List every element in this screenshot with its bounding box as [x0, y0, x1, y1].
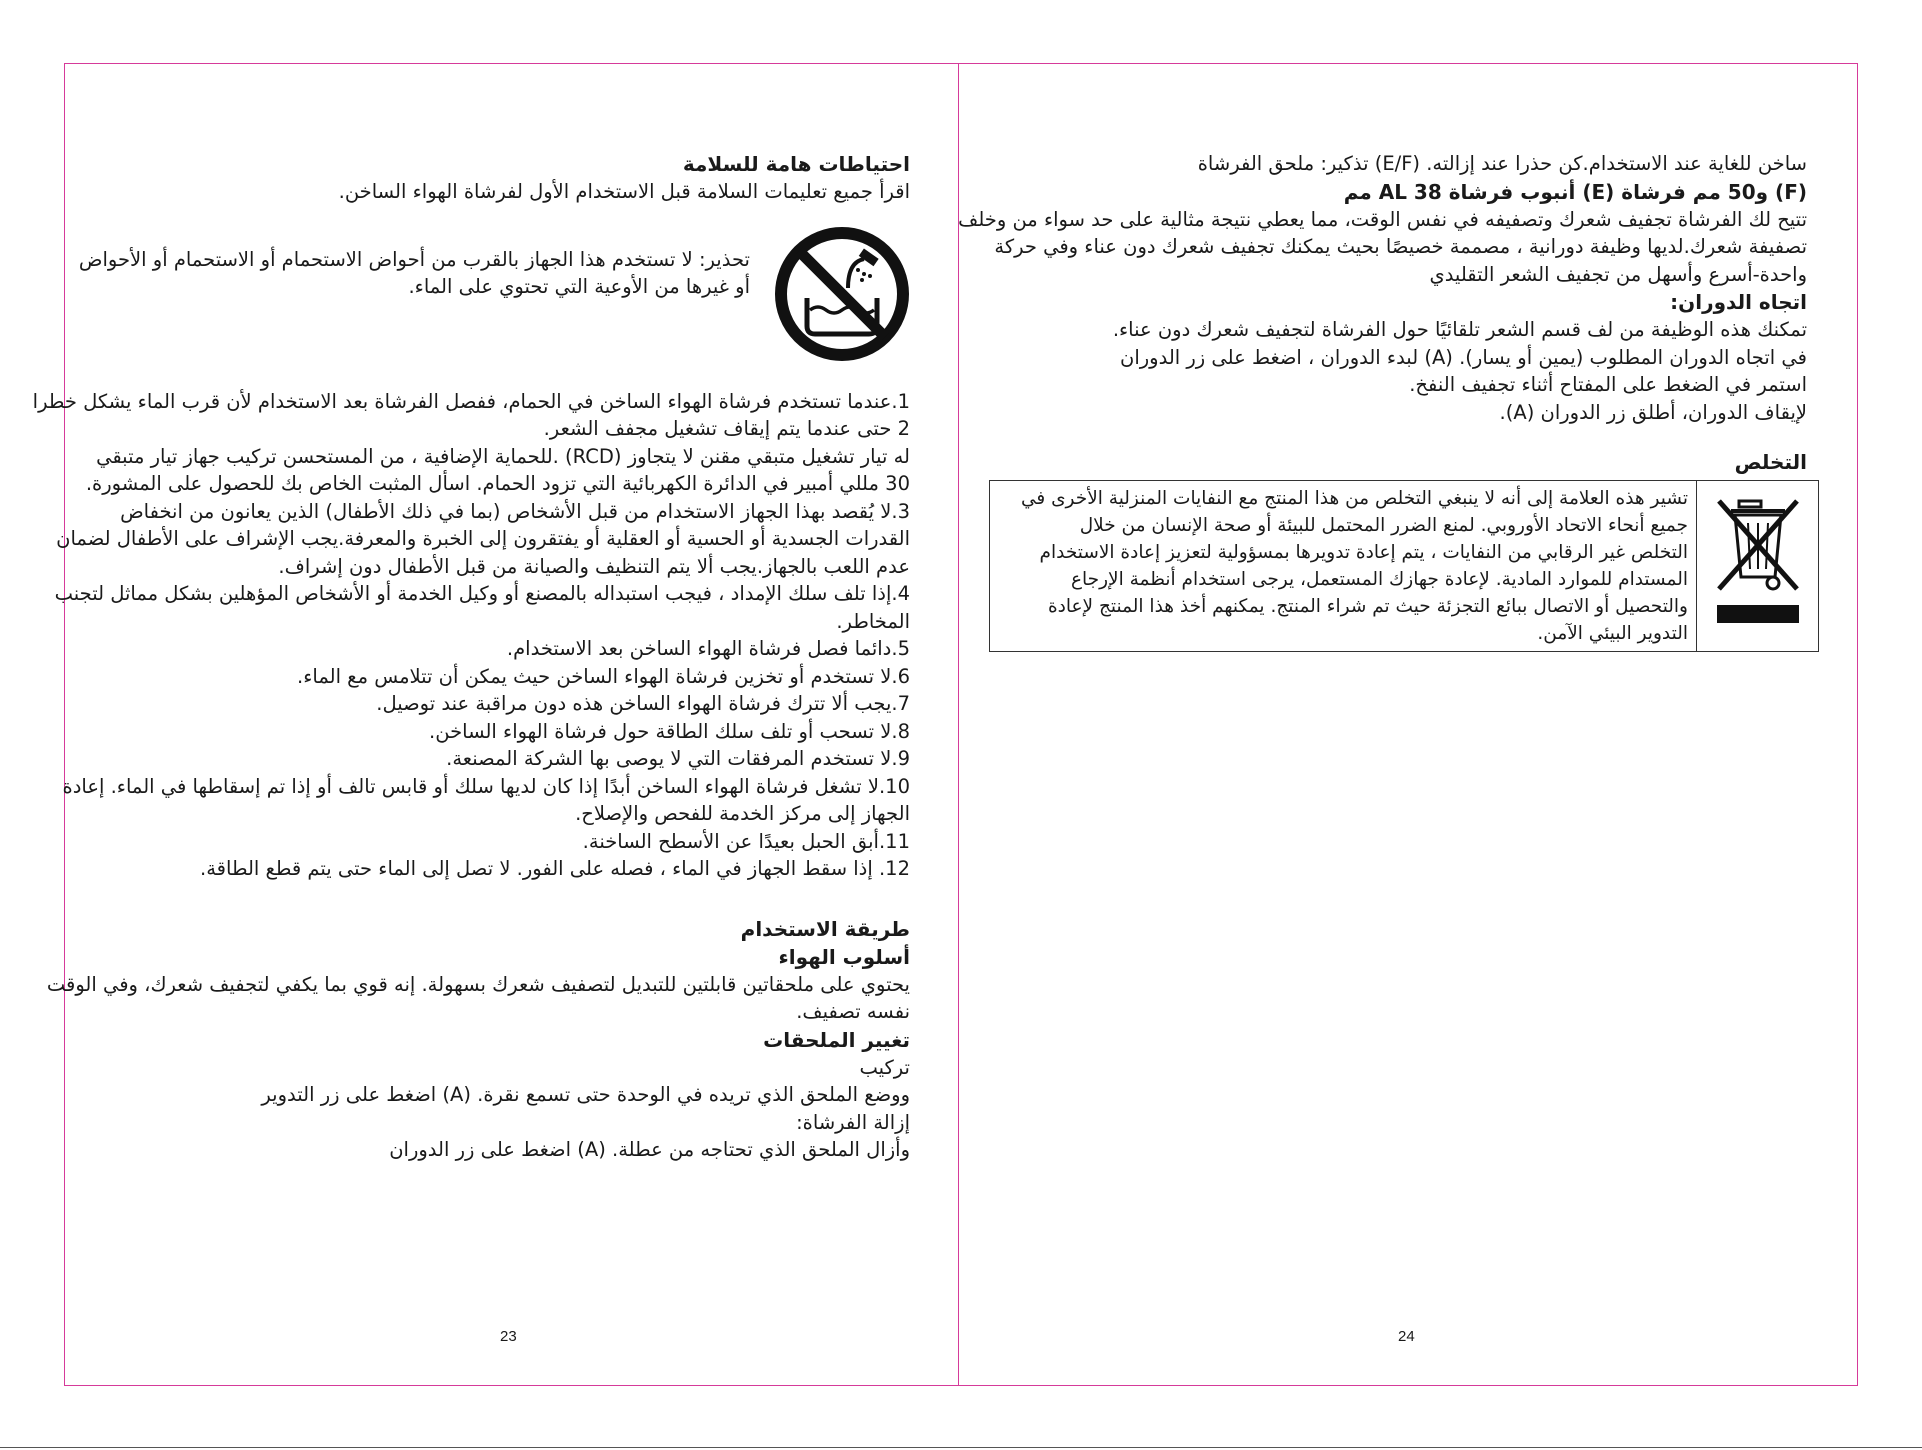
air-style-line: نفسه تصفيف. [796, 1000, 910, 1023]
disposal-heading: التخلص [1734, 450, 1807, 474]
safety-list-line: 1.عندما تستخدم فرشاة الهواء الساخن في الحمام، ففصل الفرشاة بعد الاستخدام لأن قرب الماء يشكل خطرا [32, 389, 910, 413]
change-line: تركيب [859, 1055, 910, 1079]
air-style-line: يحتوي على ملحقاتين قابلتين للتبديل لتصفيف شعرك بسهولة. إنه قوي بما يكفي لتجفيف شعرك، وفي الوقت [46, 972, 910, 996]
safety-list-line: 10.لا تشغل فرشاة الهواء الساخن أبدًا إذا كان لديها سلك أو قابس تالف أو إذا تم إسقاطها في الماء. إعادة [62, 774, 910, 798]
usage-heading: طريقة الاستخدام [740, 916, 910, 941]
safety-list-line: 2 حتى عندما يتم إيقاف تشغيل مجفف الشعر. [543, 417, 910, 440]
safety-list-line: 7.يجب ألا تترك فرشاة الهواء الساخن هذه دون مراقبة عند توصيل. [376, 692, 910, 715]
safety-intro: اقرأ جميع تعليمات السلامة قبل الاستخدام الأول لفرشاة الهواء الساخن. [338, 180, 910, 203]
rotation-heading: اتجاه الدوران: [1670, 290, 1807, 314]
rotation-line: تمكنك هذه الوظيفة من لف قسم الشعر تلقائيًا حول الفرشاة لتجفيف شعرك دون عناء. [1112, 318, 1807, 341]
left-page [32, 150, 910, 1164]
disposal-line: التخلص غير الرقابي من النفايات ، يتم إعادة تدويرها بمسؤولية لتعزيز إعادة الاستخدام [1039, 542, 1688, 563]
attachment-heading: (F) و50 مم فرشاة (E) أنبوب فرشاة AL 38 مم [1343, 179, 1807, 204]
disposal-line: المستدام للموارد المادية. لإعادة جهازك المستعمل، يرجى استخدام أنظمة الإرجاع [1070, 569, 1688, 590]
page-number-right: 24 [1398, 1328, 1415, 1345]
attachment-line: واحدة-أسرع وأسهل من تجفيف الشعر التقليدي [1429, 262, 1807, 286]
rotation-line: في اتجاه الدوران المطلوب (يمين أو يسار). (A) لبدء الدوران ، اضغط على زر الدوران [1120, 345, 1807, 369]
disposal-line: تشير هذه العلامة إلى أنه لا ينبغي التخلص من هذا المنتج مع النفايات المنزلية الأخرى في [1020, 488, 1688, 509]
disposal-text [1015, 481, 1696, 651]
page-divider [958, 63, 959, 1386]
disposal-icon-cell [1696, 481, 1818, 651]
intro-line: ساخن للغاية عند الاستخدام.كن حذرا عند إزالته. (E/F) تذكير: ملحق الفرشاة [1197, 152, 1807, 175]
disposal-box [989, 480, 1819, 652]
change-line: ووضع الملحق الذي تريده في الوحدة حتى تسمع نقرة. (A) اضغط على زر التدوير [261, 1083, 910, 1106]
rotation-line: لإيقاف الدوران، أطلق زر الدوران (A). [1499, 400, 1807, 424]
page-number-left: 23 [500, 1328, 517, 1345]
safety-heading: احتياطات هامة للسلامة [682, 152, 910, 176]
disposal-line: جميع أنحاء الاتحاد الأوروبي. لمنع الضرر المحتمل للبيئة أو صحة الإنسان من خلال [1079, 515, 1688, 536]
safety-list-line: 3.لا يُقصد بهذا الجهاز الاستخدام من قبل الأشخاص (بما في ذلك الأطفال) الذين يعانون من انخفاض [120, 499, 910, 523]
safety-list-line: القدرات الجسدية أو الحسية أو العقلية أو يفتقرون إلى الخبرة والمعرفة.يجب الإشراف على الأطفال لضمان [56, 527, 910, 550]
safety-list [32, 388, 910, 883]
crossed-out-wheelie-bin-icon [1713, 495, 1803, 625]
safety-list-line: 4.إذا تلف سلك الإمداد ، فيجب استبداله بالمصنع أو وكيل الخدمة أو الأشخاص المؤهلين بشكل مماثل لتجنب [54, 582, 910, 605]
attachment-line: تصفيفة شعرك.لديها وظيفة دورانية ، مصممة خصيصًا بحيث يمكنك تجفيف شعرك دون عناء وفي حركة [994, 235, 1807, 258]
disposal-line: التدوير البيئي الآمن. [1537, 623, 1688, 644]
disposal-line: والتحصيل أو الاتصال ببائع التجزئة حيث تم شراء المنتج. يمكنهم أخذ هذا المنتج لإعادة [1047, 596, 1688, 617]
warning-text [79, 246, 750, 301]
change-accessories-heading: تغيير الملحقات [763, 1027, 910, 1052]
safety-list-line: 9.لا تستخدم المرفقات التي لا يوصى بها الشركة المصنعة. [446, 747, 910, 770]
change-line: وأزال الملحق الذي تحتاجه من عطلة. (A) اضغط على زر الدوران [389, 1138, 910, 1161]
change-line: إزالة الفرشاة: [796, 1110, 910, 1134]
safety-list-line: 5.دائما فصل فرشاة الهواء الساخن بعد الاستخدام. [506, 637, 910, 660]
safety-list-line: 12. إذا سقط الجهاز في الماء ، فصله على الفور. لا تصل إلى الماء حتى يتم قطع الطاقة. [200, 857, 910, 880]
right-page [958, 150, 1807, 652]
safety-list-line: المخاطر. [836, 609, 910, 633]
attachment-line: تتيح لك الفرشاة تجفيف شعرك وتصفيفه في نفس الوقت، مما يعطي نتيجة مثالية على حد سواء من وخلف [958, 207, 1807, 231]
air-style-heading: أسلوب الهواء [778, 944, 910, 969]
rotation-line: استمر في الضغط على المفتاح أثناء تجفيف النفخ. [1409, 373, 1807, 396]
warning-line: أو غيرها من الأوعية التي تحتوي على الماء. [408, 275, 750, 298]
no-use-near-bathtub-icon [774, 226, 910, 362]
safety-list-line: 8.لا تسحب أو تلف سلك الطاقة حول فرشاة الهواء الساخن. [429, 719, 910, 743]
safety-list-line: 11.أبق الحبل بعيدًا عن الأسطح الساخنة. [582, 829, 910, 853]
safety-list-line: 30 مللي أمبير في الدائرة الكهربائية التي تزود الحمام. اسأل المثبت الخاص بك للحصول على المشورة. [85, 472, 910, 495]
safety-list-line: الجهاز إلى مركز الخدمة للفحص والإصلاح. [575, 802, 910, 825]
bottom-rule [0, 1447, 1922, 1448]
safety-list-line: عدم اللعب بالجهاز.يجب ألا يتم التنظيف والصيانة من قبل الأطفال دون إشراف. [278, 554, 910, 578]
safety-list-line: له تيار تشغيل متبقي مقنن لا يتجاوز (RCD) .للحماية الإضافية ، من المستحسن تركيب جهاز تيار متبقي [96, 444, 910, 468]
warning-line: تحذير: لا تستخدم هذا الجهاز بالقرب من أحواض الاستحمام أو الاستحمام أو الأحواض [78, 247, 750, 271]
bathtub-warning [78, 226, 910, 388]
safety-list-line: 6.لا تستخدم أو تخزين فرشاة الهواء الساخن حيث يمكن أن تتلامس مع الماء. [297, 664, 910, 688]
